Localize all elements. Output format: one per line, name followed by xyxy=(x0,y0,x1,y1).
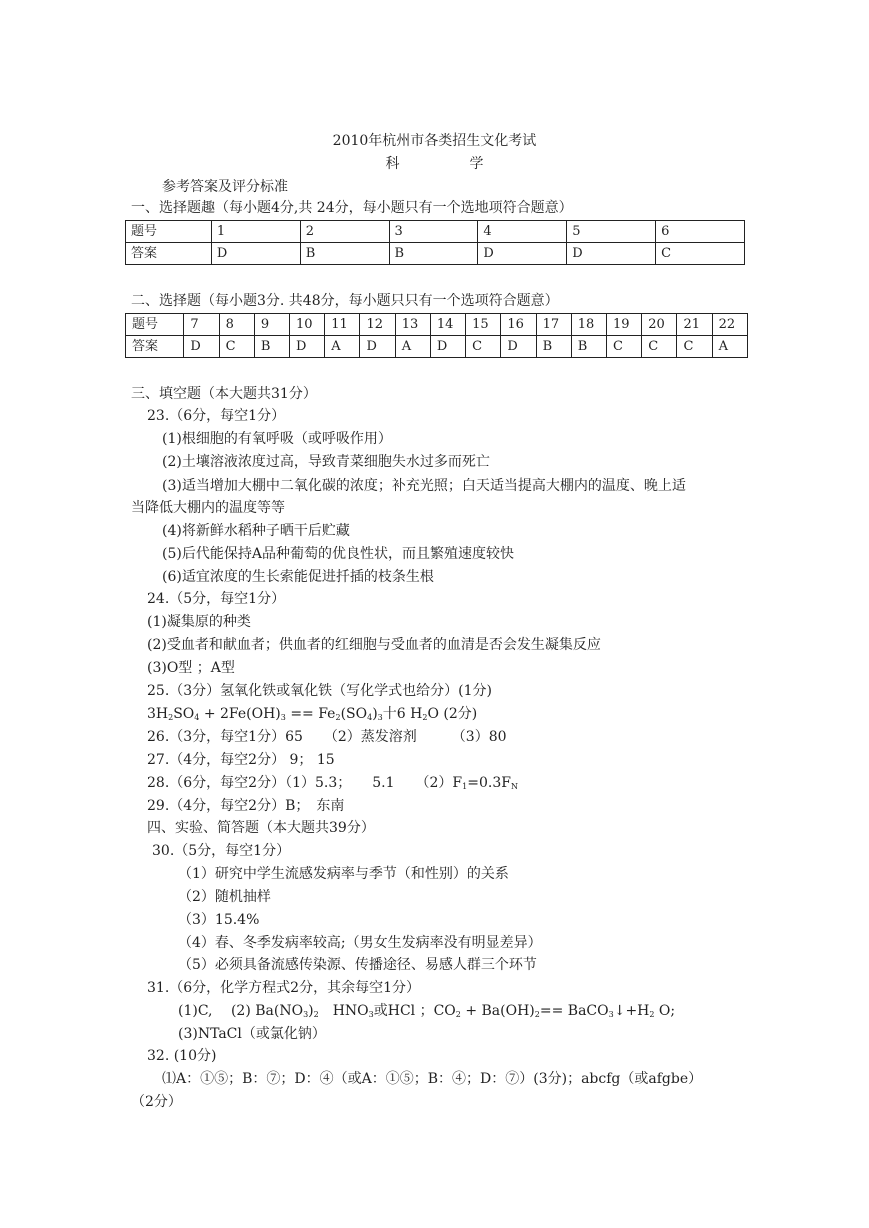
table-row xyxy=(126,314,748,336)
section1-answer-table xyxy=(125,220,745,265)
table-cell: 3 xyxy=(389,221,478,243)
q23-answer-1: (1)根细胞的有氧呼吸（或呼吸作用） xyxy=(162,431,392,447)
table-cell: 13 xyxy=(395,314,430,336)
q30-answer-2: （2）随机抽样 xyxy=(178,889,271,905)
table-cell: C xyxy=(219,336,254,358)
q26-answer: 26.（3分，每空1分）65 （2）蒸发溶剂 （3）80 xyxy=(147,729,507,745)
q23-answer-6: (6)适宜浓度的生长索能促进扦插的枝条生根 xyxy=(162,569,434,585)
table-cell: A xyxy=(712,336,747,358)
q24-answer-2: (2)受血者和献血者；供血者的红细胞与受血者的血清是否会发生凝集反应 xyxy=(147,637,601,653)
q32-heading: 32. (10分) xyxy=(147,1048,217,1064)
section3-heading: 三、填空题（本大题共31分） xyxy=(131,386,317,402)
table-cell: 17 xyxy=(536,314,571,336)
q32-answer-1-cont: （2分） xyxy=(131,1094,182,1110)
q25-equation: $3H_2SO_4 + 2Fe(OH)_3 == Fe_2(SO_4)_3$十6 $H_2O$ (2分) xyxy=(147,706,478,722)
q31-heading: 31.（6分，化学方程式2分，其余每空1分） xyxy=(147,980,420,996)
subject-title: 科 学 xyxy=(385,156,512,172)
q24-heading: 24.（5分，每空1分） xyxy=(147,591,286,607)
q23-answer-4: (4)将新鲜水稻种子晒干后贮藏 xyxy=(162,523,350,539)
section2-heading: 二、选择题（每小题3分. 共48分，每小题只只有一个选项符合题意） xyxy=(131,293,559,309)
table-cell: A xyxy=(325,336,360,358)
section1-heading: 一、选择题趣（每小题4分,共 24分，每小题只有一个选地项符合题意） xyxy=(131,200,573,216)
q30-answer-4: （4）春、冬季发病率较高;（男女生发病率没有明显差异） xyxy=(178,935,542,951)
q30-answer-1: （1）研究中学生流感发病率与季节（和性别）的关系 xyxy=(178,866,509,882)
table-row xyxy=(126,243,745,265)
table-cell: C xyxy=(642,336,677,358)
q27-answer: 27.（4分，每空2分） 9； 15 xyxy=(147,752,335,768)
table-cell: 10 xyxy=(290,314,325,336)
table-row xyxy=(126,336,748,358)
table-cell: 4 xyxy=(478,221,567,243)
q24-answer-3: (3)O型 ；A型 xyxy=(147,660,235,676)
table-cell: C xyxy=(677,336,712,358)
table-cell: D xyxy=(478,243,567,265)
table-cell: 2 xyxy=(300,221,389,243)
q32-answer-1: ⑴A：①⑤；B：⑦；D：④（或A：①⑤；B：④；D：⑦）(3分)；abcfg（或afgbe） xyxy=(162,1071,703,1087)
table-cell: 12 xyxy=(360,314,395,336)
table-cell: 18 xyxy=(571,314,606,336)
q23-answer-3-cont: 当降低大棚内的温度等等 xyxy=(131,500,285,516)
table-cell: D xyxy=(184,336,219,358)
table-cell: 14 xyxy=(430,314,465,336)
q23-answer-3: (3)适当增加大棚中二氧化碳的浓度；补充光照；白天适当提高大棚内的温度、晚上适 xyxy=(162,478,686,494)
table-cell: D xyxy=(567,243,656,265)
q30-answer-3: （3）15.4% xyxy=(178,912,260,928)
q25-heading: 25.（3分）氢氧化铁或氧化铁（写化学式也给分）(1分) xyxy=(147,683,493,699)
table-cell: 19 xyxy=(607,314,642,336)
q23-heading: 23.（6分，每空1分） xyxy=(147,408,286,424)
q30-heading: 30.（5分，每空1分） xyxy=(152,843,291,859)
table-cell: B xyxy=(536,336,571,358)
q23-answer-2: (2)土壤溶液浓度过高，导致青菜细胞失水过多而死亡 xyxy=(162,454,490,470)
table-cell: 15 xyxy=(466,314,501,336)
table-cell: 21 xyxy=(677,314,712,336)
table-cell: 16 xyxy=(501,314,536,336)
q31-answer-1: (1)C, (2) $Ba(NO_3)_2$ $HNO_3$或HCl ；$CO_2 + Ba(OH)_2==$ $BaCO_3↓+H_2$ O; xyxy=(178,1003,676,1019)
table-cell: B xyxy=(389,243,478,265)
q30-answer-5: （5）必须具备流感传染源、传播途径、易感人群三个环节 xyxy=(178,957,537,973)
table-cell: 8 xyxy=(219,314,254,336)
q28-answer: 28.（6分，每空2分）（1）5.3； 5.1 $(2)F_1=0.3F_N$ xyxy=(147,775,518,791)
table-cell: A xyxy=(395,336,430,358)
table-row xyxy=(126,221,745,243)
section4-heading: 四、实验、简答题（本大题共39分） xyxy=(147,820,375,836)
page-subtitle: 参考答案及评分标准 xyxy=(162,179,288,195)
table-cell: C xyxy=(656,243,745,265)
table-cell: 答案 xyxy=(126,243,212,265)
table-cell: 7 xyxy=(184,314,219,336)
table-cell: D xyxy=(430,336,465,358)
table-cell: C xyxy=(607,336,642,358)
table-cell: B xyxy=(300,243,389,265)
table-cell: C xyxy=(466,336,501,358)
q29-answer: 29.（4分，每空2分）B； 东南 xyxy=(147,798,345,814)
table-cell: D xyxy=(290,336,325,358)
table-cell: D xyxy=(501,336,536,358)
table-cell: 20 xyxy=(642,314,677,336)
q31-answer-2: (3)NTaCl（或氯化钠） xyxy=(178,1026,326,1042)
table-cell: 6 xyxy=(656,221,745,243)
table-cell: D xyxy=(360,336,395,358)
table-cell: 题号 xyxy=(126,221,212,243)
table-cell: D xyxy=(211,243,300,265)
q23-answer-5: (5)后代能保持A品种葡萄的优良性状，而且繁殖速度较快 xyxy=(162,546,514,562)
table-cell: 22 xyxy=(712,314,747,336)
table-cell: B xyxy=(254,336,289,358)
section2-answer-table xyxy=(125,313,748,358)
table-cell: 题号 xyxy=(126,314,184,336)
q24-answer-1: (1)凝集原的种类 xyxy=(147,614,251,630)
table-cell: 11 xyxy=(325,314,360,336)
table-cell: B xyxy=(571,336,606,358)
table-cell: 1 xyxy=(211,221,300,243)
page-title: 2010年杭州市各类招生文化考试 xyxy=(332,133,537,149)
table-cell: 9 xyxy=(254,314,289,336)
table-cell: 5 xyxy=(567,221,656,243)
table-cell: 答案 xyxy=(126,336,184,358)
